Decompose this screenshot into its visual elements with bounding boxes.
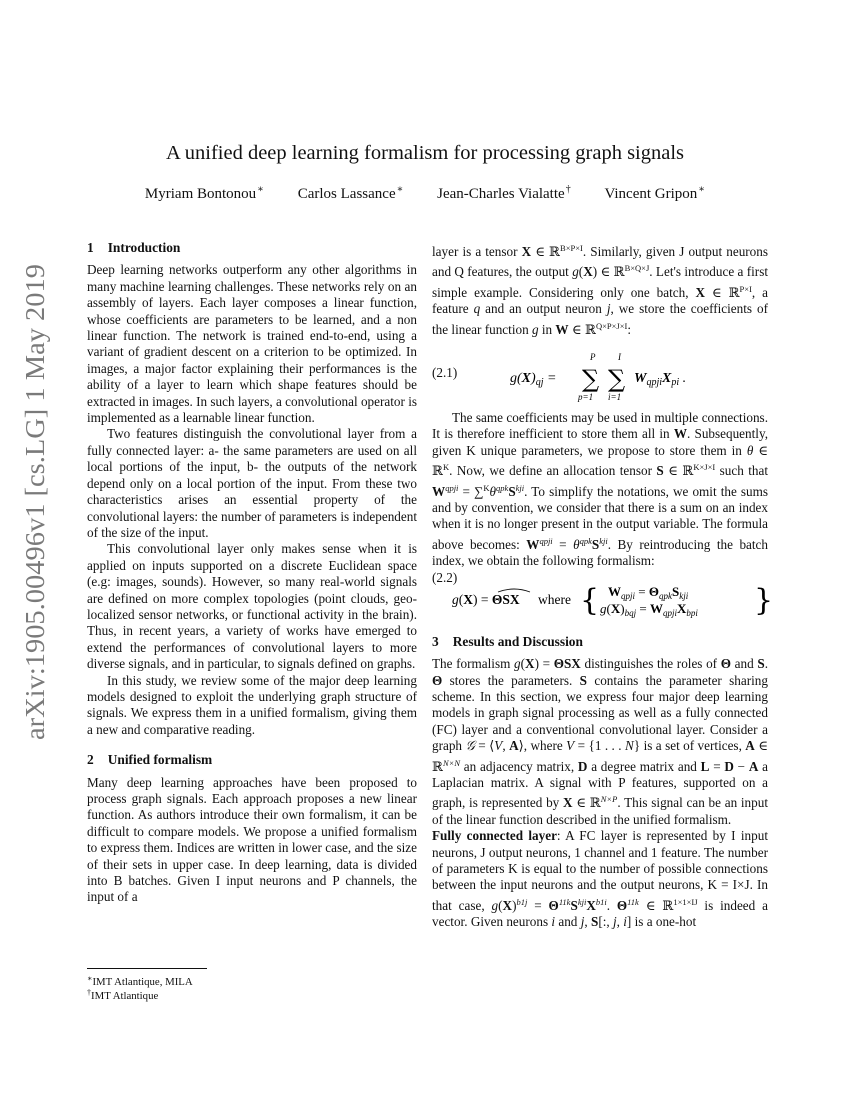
author: Myriam Bontonou∗ xyxy=(144,184,264,202)
left-column xyxy=(87,240,417,906)
run-in-heading: Fully connected layer xyxy=(432,828,557,844)
equation-body xyxy=(510,350,750,404)
svg-text:WqpjiXpi .: $W_{qpji}X_{pi}$ . xyxy=(634,371,687,389)
paragraph: Fully connected layer: A FC layer is represented by I input neurons, J output neurons, 1 channel and 1 feature. The number of parameters K is equal to the number of possible connections between the input neurons and the output neurons, K = I×J. In that case, $g(X)^{b1j} = \Theta^{11k}S^{kji}X^{b1i}$. $\Theta^{11k}$ ∈ ℝ$^{1\times 1\times IJ}$ is indeed a vector. Given neurons i and j, S[:, j, i] is a one-hot xyxy=(432,828,768,930)
paragraph: Two features distinguish the convolutional layer from a fully connected layer: a- the same parameters are used on all local portions of the input, b- the outputs of the network depend only on a local portion of the input. From these two characteristics arises an essential property of the convolutional layers: the number of parameters is independent of the size of the input. xyxy=(87,426,417,540)
where-label: where xyxy=(538,591,571,607)
equation-tag: (2.1) xyxy=(432,365,458,381)
footnote: ∗IMT Atlantique, MILA xyxy=(87,974,193,988)
arxiv-identifier xyxy=(8,262,56,742)
svg-text:∑: ∑ xyxy=(582,365,600,394)
section-heading: 1 Introduction xyxy=(87,240,181,255)
section-heading: 2 Unified formalism xyxy=(87,752,213,768)
svg-text:{: { xyxy=(580,582,600,618)
svg-text:P: P xyxy=(590,352,596,363)
svg-text:g(X)qj =: $g(X)_{qj}$ = xyxy=(510,371,557,389)
footnote-rule xyxy=(87,968,207,969)
svg-text:g(X)bqj = WqpjiXbpi: $g(X)_{bqj} = W_{qpji}X_{bpi}$ xyxy=(600,600,698,618)
equation-2-2 xyxy=(432,569,774,618)
paragraph: layer is a tensor X ∈ ℝ$^{B\times P\times I}$. Similarly, given J output neurons and Q features, the output g(X) ∈ ℝ$^{B\times Q\times J}$. Let's introduce a first simple example. Considering only one batch, X ∈ ℝ$^{P\times I}$, a feature q and an output neuron j, we store the coefficients of the linear function g in W ∈ ℝ$^{Q\times P\times J\times I}$: xyxy=(432,243,769,337)
right-column xyxy=(432,240,774,931)
svg-text:i=1: i=1 xyxy=(608,392,622,403)
paragraph: The formalism g(X) = ΘSX distinguishes the roles of Θ and S. Θ stores the parameters. S contains the parameter sharing scheme. In this section, we express four major deep learning models in graph signal processing as well as a fully connected (FC) layer and a conventional convolutional layer. Consider a graph 𝒢 = ⟨V, A⟩, where V = {1 . . . N} is a set of vertices, A ∈ ℝ$^{N\times N}$ an adjacency matrix, D a degree matrix and L = D − A a Laplacian matrix. A signal with P features, supported on a graph, is represented by X ∈ ℝ$^{N\times P}$. This signal can be an input of the linear function described in the unified formalism. xyxy=(432,656,769,827)
svg-text:g(X) = ΘSX: g(X) = ΘSX xyxy=(452,591,520,607)
paragraph: In this study, we review some of the major deep learning models designed to exploit the underlying graph structure of signals. We express them in a unified formalism, giving them a new and comparative reading. xyxy=(87,672,417,737)
equation-2-1 xyxy=(432,346,768,403)
footnote: †IMT Atlantique xyxy=(87,988,159,1002)
paragraph: Many deep learning approaches have been proposed to process graph signals. Each approach proposes a new linear function. As authors introduce their own formalism, it can be difficult to compare models. We propose a unified formalism to express them. Indices are written in lower case, and the size of their sets in upper case. In deep learning, data is divided into B batches. Given I input neurons and P channels, the input of a xyxy=(87,774,417,905)
author: Carlos Lassance∗ xyxy=(297,184,404,202)
author-list xyxy=(0,184,850,203)
paragraph: Deep learning networks outperform any other algorithms in many machine learning challenges. These networks rely on an assembly of layers. Each layer composes a linear function, whose coefficients are parameters to be learned, and a non linear function. The network is trained end-to-end, using a variant of gradient descent on a criterion to be optimized. In images, a major factor explaining their performances is the ability of a layer to learn which shape features should be extracted in images. In such layers, a convolutional operator is implemented as a learnable linear function. xyxy=(87,262,417,426)
svg-text:}: } xyxy=(754,582,774,618)
paper-title: A unified deep learning formalism for processing graph signals xyxy=(165,142,685,164)
arxiv-id-text: arXiv:1905.00496v1 [cs.LG] 1 May 2019 xyxy=(20,288,50,740)
svg-text:∑: ∑ xyxy=(608,365,626,394)
equation-body xyxy=(432,580,774,620)
author: Jean-Charles Vialatte† xyxy=(437,184,571,202)
svg-text:Wqpji = ΘqpkSkji: $W_{qpji} = \Theta_{qpk}S_{kji}$ xyxy=(608,583,689,601)
svg-text:p=1: p=1 xyxy=(578,392,594,403)
equation-tag: (2.2) xyxy=(432,569,458,585)
paragraph: The same coefficients may be used in multiple connections. It is therefore inefficient to store them all in W. Subsequently, given K unique parameters, we propose to store them in θ ∈ ℝ$^K$. Now, we define an allocation tensor S ∈ ℝ$^{K\times J\times I}$ such that $W^{qpji} = \sum^K\theta^{qpk}S^{kji}$. To simplify the notations, we omit the sums and by convention, we consider that there is a sum on an index when it is no longer present in the output variable. The formula above becomes: $W^{qpji} = \theta^{qpk}S^{kji}$. By reintroducing the batch index, we obtain the following formalism: xyxy=(432,410,769,569)
author: Vincent Gripon∗ xyxy=(604,184,706,202)
paragraph: This convolutional layer only makes sense when it is applied on inputs supported on a discrete Euclidean space (e.g: images, sounds). However, so many real-world signals are defined on more complex topologies (point clouds, geo-localized sensor networks, or functional activity in the brain). Thus, in recent years, a variety of works have emerged to extend the performances of convolutional layers to more diverse signals, and in particular, to signals defined on graphs. xyxy=(87,541,417,672)
svg-text:I: I xyxy=(618,352,621,363)
section-heading: 3 Results and Discussion xyxy=(432,633,583,649)
